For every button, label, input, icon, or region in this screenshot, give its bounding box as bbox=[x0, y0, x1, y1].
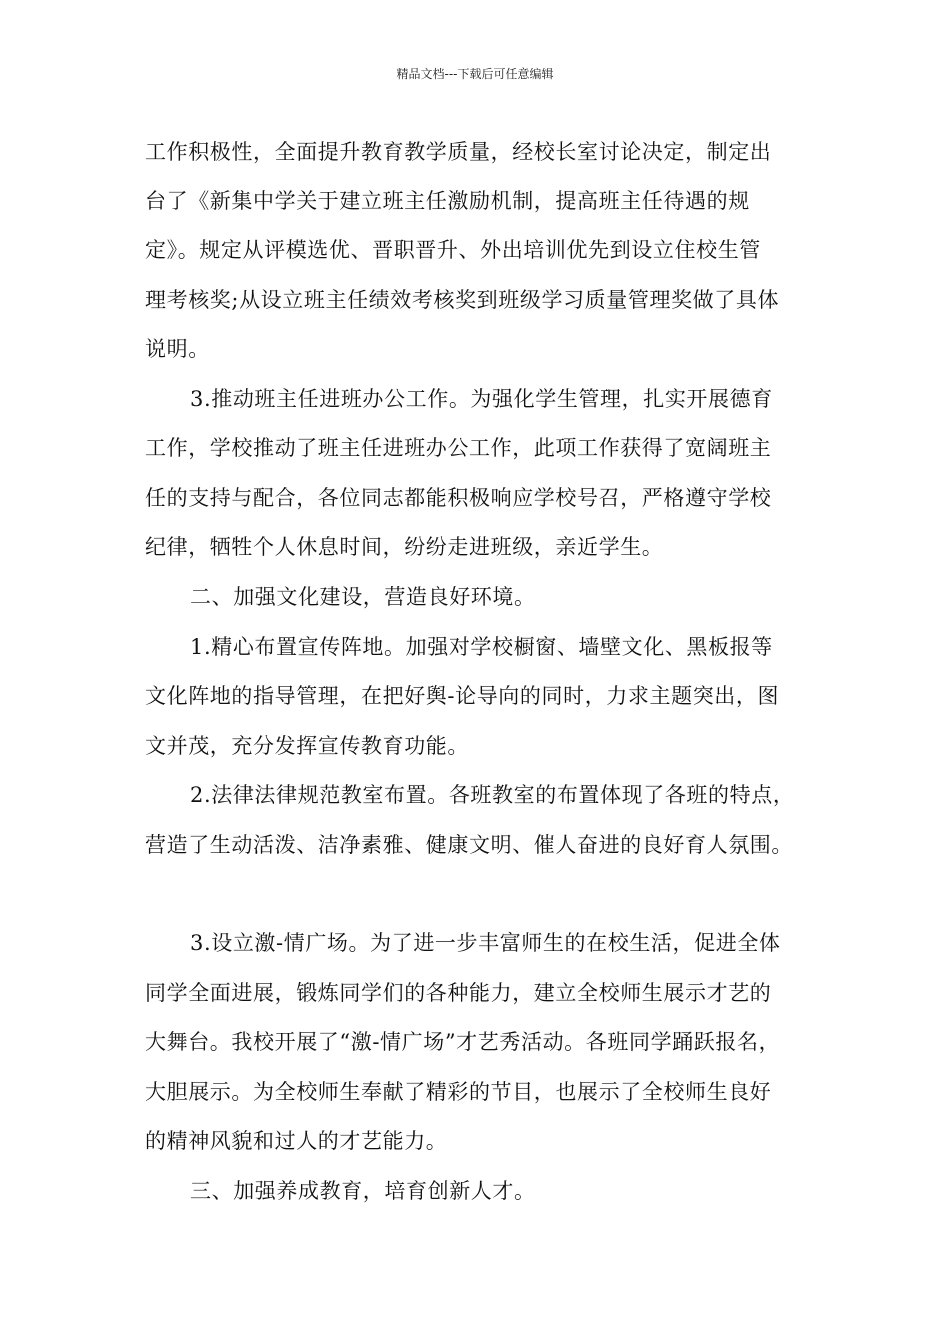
section-heading: 二、加强文化建设，营造良好环境。 bbox=[190, 585, 536, 609]
text-line: 工作，学校推动了班主任进班办公工作，此项工作获得了宽阔班主 bbox=[145, 436, 772, 460]
text-line: 3.设立激-情广场。为了进一步丰富师生的在校生活，促进全体 bbox=[190, 931, 781, 955]
text-line: 同学全面进展，锻炼同学们的各种能力，建立全校师生展示才艺的 bbox=[145, 981, 772, 1005]
text-line: 纪律，牺牲个人休息时间，纷纷走进班级，亲近学生。 bbox=[145, 535, 664, 559]
text-line: 3.推动班主任进班办公工作。为强化学生管理，扎实开展德育 bbox=[190, 387, 773, 411]
text-line: 的精神风貌和过人的才艺能力。 bbox=[145, 1129, 448, 1153]
text-line: 台了《新集中学关于建立班主任激励机制，提高班主任待遇的规 bbox=[145, 189, 750, 213]
text-line: 营造了生动活泼、洁净素雅、健康文明、催人奋进的良好育人氛围。 bbox=[145, 833, 793, 857]
text-line: 文化阵地的指导管理，在把好舆-论导向的同时，力求主题突出，图 bbox=[145, 684, 780, 708]
text-line: 2.法律法律规范教室布置。各班教室的布置体现了各班的特点， bbox=[190, 783, 795, 807]
text-line: 大胆展示。为全校师生奉献了精彩的节目，也展示了全校师生良好 bbox=[145, 1080, 772, 1104]
text-line: 大舞台。我校开展了“激-情广场”才艺秀活动。各班同学踊跃报名， bbox=[145, 1030, 781, 1054]
text-line: 理考核奖;从设立班主任绩效考核奖到班级学习质量管理奖做了具体 bbox=[145, 288, 780, 312]
text-line: 定》。规定从评模选优、晋职晋升、外出培训优先到设立住校生管 bbox=[145, 238, 761, 262]
text-line: 1.精心布置宣传阵地。加强对学校橱窗、墙壁文化、黑板报等 bbox=[190, 635, 773, 659]
section-heading: 三、加强养成教育，培育创新人才。 bbox=[190, 1179, 536, 1203]
text-line: 文并茂，充分发挥宣传教育功能。 bbox=[145, 734, 469, 758]
text-line: 工作积极性，全面提升教育教学质量，经校长室讨论决定，制定出 bbox=[145, 140, 772, 164]
text-line: 任的支持与配合，各位同志都能积极响应学校号召，严格遵守学校 bbox=[145, 486, 772, 510]
text-line: 说明。 bbox=[145, 337, 210, 361]
page-header: 精品文档---下载后可任意编辑 bbox=[396, 67, 554, 81]
